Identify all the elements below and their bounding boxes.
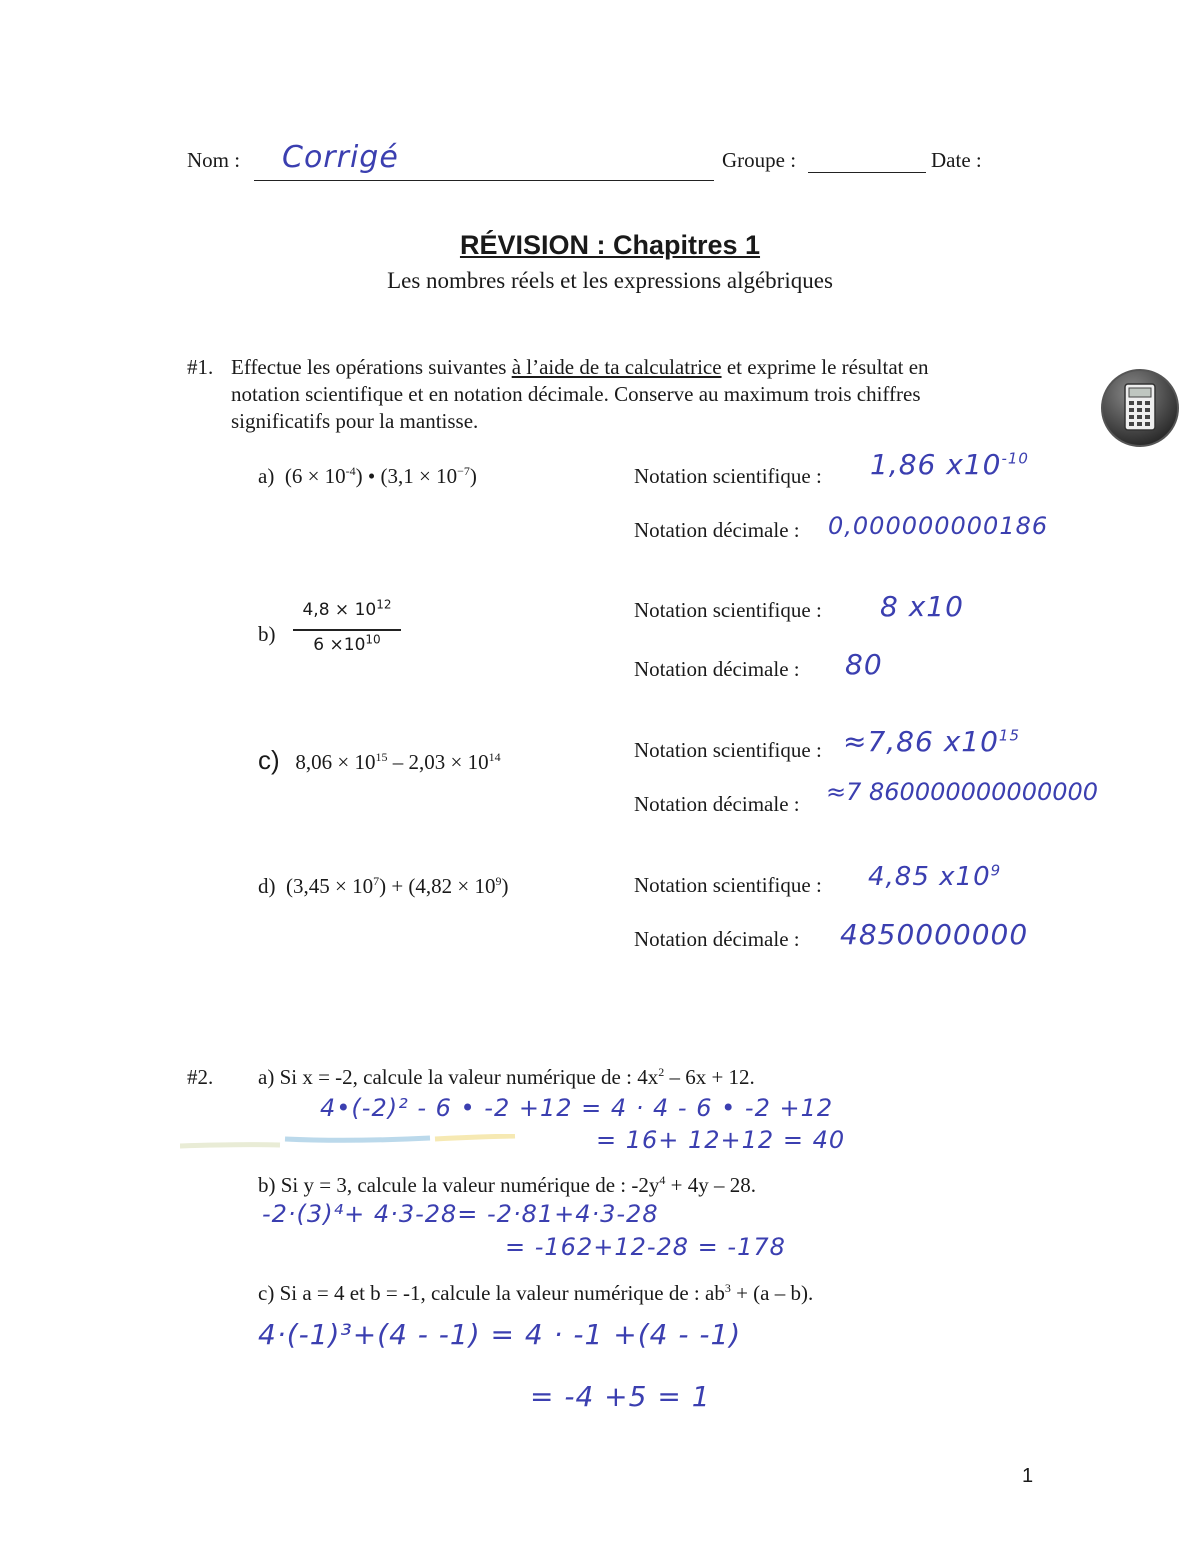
q1-instruction-line1: Effectue les opérations suivantes à l’aide de ta calculatrice et exprime le résultat en: [231, 355, 929, 379]
q2c-work-line1: 4·(-1)³+(4 - -1) = 4 · -1 +(4 - -1): [258, 1318, 742, 1351]
q2a-work-line2: = 16+ 12+12 = 40: [596, 1126, 846, 1154]
q1c-expression: c) $8,06 \times 10^{15} - 2,03 \times 10^{14}$: [258, 745, 501, 775]
q1a-sci-answer: 1,86 $x10^{-10}$: [870, 448, 1029, 481]
q1c-dec-answer: ≈7 860000000000000: [826, 778, 1099, 806]
q1d-dec-answer: 4850000000: [840, 918, 1029, 951]
q1-instruction-line3: significatifs pour la mantisse.: [231, 409, 479, 433]
q1a-dec-answer: 0,000000000186: [828, 512, 1049, 540]
nom-value: Corrigé: [282, 140, 399, 175]
q1a-dec-label: Notation décimale :: [634, 518, 800, 542]
nom-label: Nom :: [187, 148, 241, 172]
page-subtitle: Les nombres réels et les expressions algébriques: [387, 268, 833, 293]
q2c-prompt: c) Si a = 4 et b = -1, calcule la valeur numérique de : $ab^3 + (a - b)$.: [258, 1281, 814, 1305]
q1c-sci-answer: ≈7,86 $x10^{15}$: [843, 725, 1020, 758]
q1c-sci-label: Notation scientifique :: [634, 738, 822, 762]
q1b-fraction-bar: [293, 629, 401, 631]
q2a-prompt: a) Si x = -2, calcule la valeur numérique de : $4x^2 - 6x + 12$.: [258, 1065, 755, 1089]
date-label: Date :: [931, 148, 982, 172]
q1b-sci-label: Notation scientifique :: [634, 598, 822, 622]
q1d-dec-label: Notation décimale :: [634, 927, 800, 951]
q1c-dec-label: Notation décimale :: [634, 792, 800, 816]
q1d-expression: d) $(3,45 \times 10^7) + (4,82 \times 10^9)$: [258, 874, 509, 898]
q2c-work-line2: = -4 +5 = 1: [530, 1380, 711, 1413]
q1a-sci-label: Notation scientifique :: [634, 464, 822, 488]
q1b-dec-label: Notation décimale :: [634, 657, 800, 681]
groupe-field[interactable]: [808, 172, 926, 173]
q1b-denominator: $6 \times 10^{10}$: [313, 632, 381, 655]
q1b-letter: b): [258, 622, 276, 646]
q1b-numerator: $4,8 \times 10^{12}$: [302, 597, 392, 620]
calculator-icon: [1100, 368, 1180, 448]
q1a-expression: a) $(6 \times 10^{-4})$ • $(3,1 \times 10^{-7})$: [258, 464, 477, 488]
q1d-sci-answer: 4,85 $x10^9$: [868, 861, 1002, 892]
q1b-dec-answer: 80: [845, 648, 883, 681]
q2b-prompt: b) Si y = 3, calcule la valeur numérique de : $-2y^4 + 4y - 28$.: [258, 1173, 756, 1197]
groupe-label: Groupe :: [722, 148, 797, 172]
page-title: RÉVISION : Chapitres 1: [459, 230, 761, 260]
highlighter-marks: [180, 1134, 520, 1150]
q1d-sci-label: Notation scientifique :: [634, 873, 822, 897]
q2a-work-line1: 4•(-2)² - 6 • -2 +12 = 4 · 4 - 6 • -2 +12: [320, 1094, 834, 1122]
q2b-work-line2: = -162+12-28 = -178: [505, 1233, 786, 1261]
q2-number: #2.: [187, 1065, 214, 1089]
q1-number: #1.: [187, 355, 214, 379]
q1b-sci-answer: 8 x10: [880, 590, 964, 623]
q2b-work-line1: -2·(3)⁴+ 4·3-28= -2·81+4·3-28: [262, 1200, 659, 1228]
page-number: 1: [1022, 1465, 1034, 1487]
q1-instruction-line2: notation scientifique et en notation décimale. Conserve au maximum trois chiffres: [231, 382, 921, 406]
